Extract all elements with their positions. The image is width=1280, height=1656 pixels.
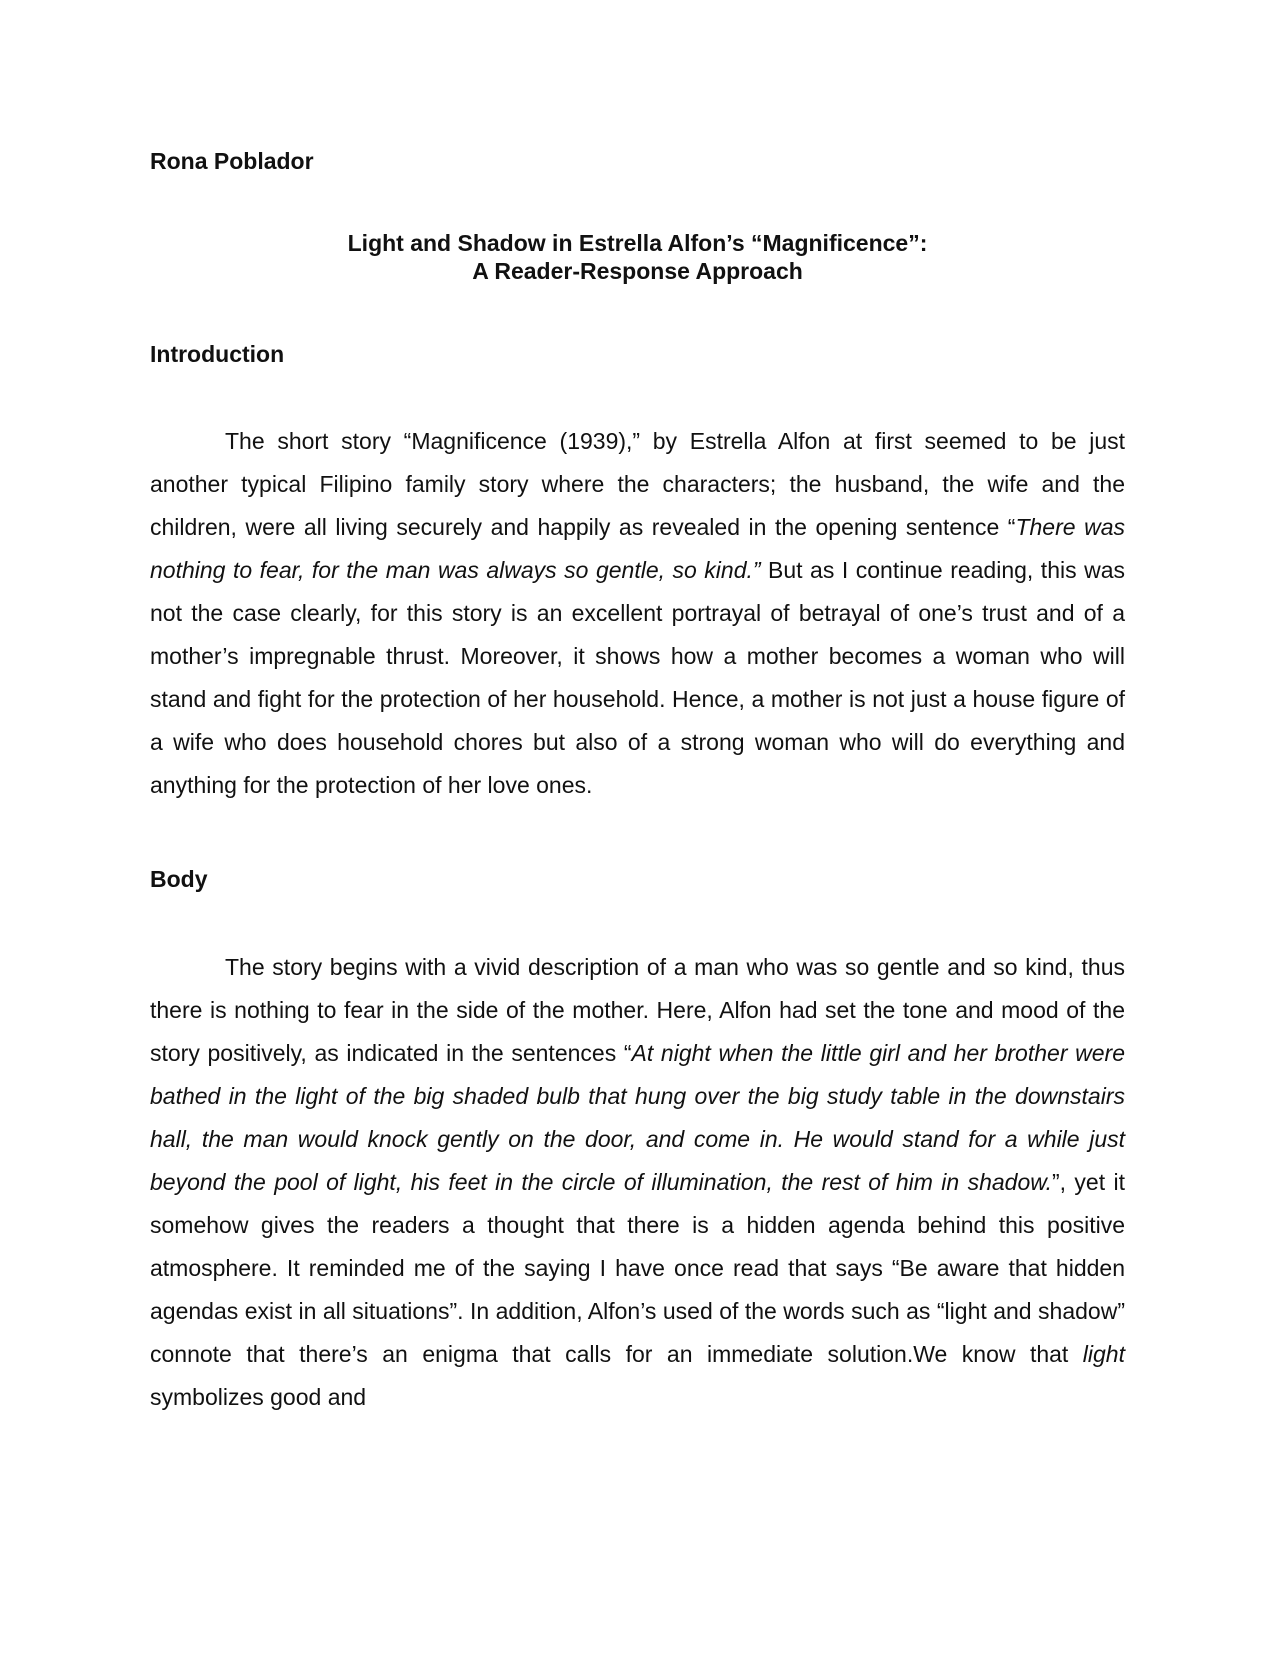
intro-text-1: The short story “Magnificence (1939),” by Estrella Alfon at first seemed to be just another typical Filipino family story where the characters; the husband, the wife and the children, were all living securely and happily as revealed in the opening sentence “ (150, 428, 1125, 540)
document-title (150, 229, 1125, 285)
body-text-3: symbolizes good and (150, 1384, 367, 1410)
body-paragraph (150, 946, 1125, 1419)
body-quote-1: At night when the little girl and her brother were bathed in the light of the big shaded bulb that hung over the big study table in the downstairs hall, the man would knock gently on the door, and come in. He would stand for a while just beyond the pool of light, his feet in the circle of illumination, the rest of him in shadow. (150, 1040, 1125, 1195)
body-text-1: The story begins with a vivid description of a man who was so gentle and so kind, thus there is nothing to fear in the side of the mother. Here, Alfon had set the tone and mood of the story positively, as indicated in the sentences “ (150, 954, 1125, 1066)
title-line-2: A Reader-Response Approach (472, 258, 803, 284)
intro-quote-1: There was nothing to fear, for the man was always so gentle, so kind.” (150, 514, 1125, 583)
title-line-1: Light and Shadow in Estrella Alfon’s “Magnificence”: (347, 230, 928, 256)
introduction-paragraph (150, 420, 1125, 807)
intro-text-2: But as I continue reading, this was not the case clearly, for this story is an excellent portrayal of betrayal of one’s trust and of a mother’s impregnable thrust. Moreover, it shows how a mother becomes a woman who will stand and fight for the protection of her household. Hence, a mother is not just a house figure of a wife who does household chores but also of a strong woman who will do everything and anything for the protection of her love ones. (150, 557, 1125, 798)
body-quote-2: light (1082, 1341, 1125, 1367)
document-content (150, 146, 1125, 1419)
introduction-heading: Introduction (150, 341, 285, 367)
body-text-2: ”, yet it somehow gives the readers a thought that there is a hidden agenda behind this positive atmosphere. It reminded me of the saying I have once read that says “Be aware that hidden agendas exist in all situations”. In addition, Alfon’s used of the words such as “light and shadow” connote that there’s an enigma that calls for an immediate solution.We know that (150, 1169, 1125, 1367)
body-heading: Body (150, 866, 208, 892)
author-name: Rona Poblador (150, 148, 314, 174)
